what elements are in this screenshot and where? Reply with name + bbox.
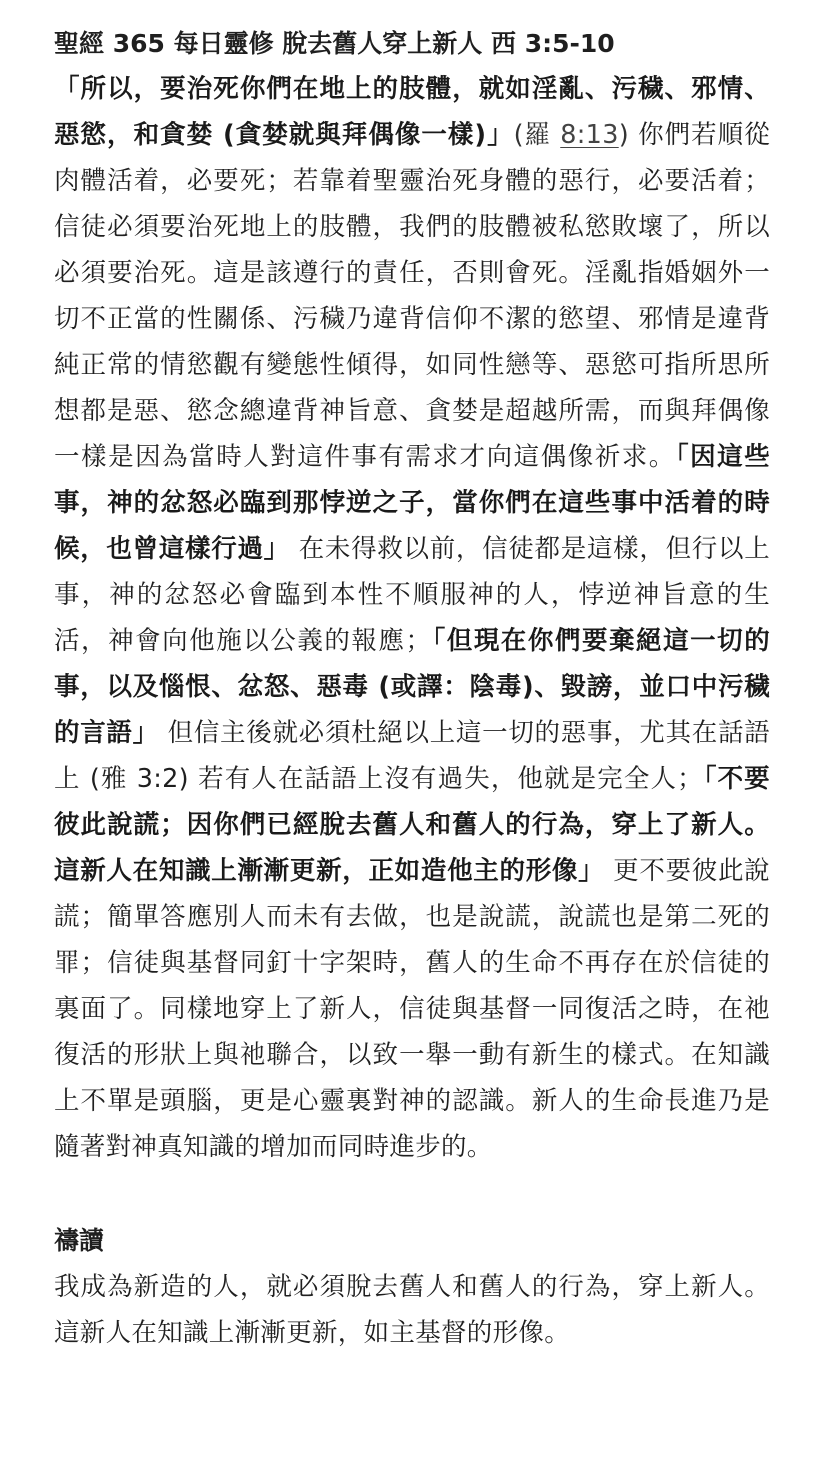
devotion-body	[54, 66, 770, 1170]
commentary-3: 但信主後就必須杜絕以上這一切的惡事，尤其在話語上 (雅 3:2) 若有人在話語上沒有過失，他就是完全人；	[54, 718, 770, 794]
scripture-quote-2: 「因這些事，神的忿怒必臨到那悖逆之子，當你們在這些事中活着的時候，也曾這樣行過」	[54, 442, 771, 564]
cross-reference: (羅 8:13)	[513, 120, 629, 150]
scripture-quote-3: 「但現在你們要棄絕這一切的事，以及惱恨、忿怒、惡毒 (或譯：陰毒)、毀謗，並口中污穢的言語」	[54, 626, 771, 748]
cross-reference-link[interactable]: 8:13	[560, 120, 619, 150]
prayer-heading: 禱讀	[54, 1226, 105, 1255]
commentary-4: 更不要彼此說謊；簡單答應別人而未有去做，也是說謊，說謊也是第二死的罪；信徒與基督同釘十字架時，舊人的生命不再存在於信徒的裏面了。同樣地穿上了新人，信徒與基督一同復活之時，在祂復活的形狀上與祂聯合，以致一舉一動有新生的樣式。在知識上不單是頭腦，更是心靈裏對神的認識。新人的生命長進乃是隨著對神真知識的增加而同時進步的。	[54, 856, 770, 1162]
commentary-2: 在未得救以前，信徒都是這樣，但行以上事，神的忿怒必會臨到本性不順服神的人，悖逆神旨意的生活，神會向他施以公義的報應；	[54, 534, 771, 656]
prayer-text: 我成為新造的人，就必須脫去舊人和舊人的行為，穿上新人。這新人在知識上漸漸更新，如主基督的形像。	[54, 1272, 770, 1348]
commentary-1: 你們若順從肉體活着，必要死；若靠着聖靈治死身體的惡行，必要活着；信徒必須要治死地上的肢體，我們的肢體被私慾敗壞了，所以必須要治死。這是該遵行的責任，否則會死。淫亂指婚姻外一切不正當的性關係、污穢乃違背信仰不潔的慾望、邪情是違背純正常的情慾觀有變態性傾得，如同性戀等、惡慾可指所思所想都是惡、慾念總違背神旨意、貪婪是超越所需，而與拜偶像一樣是因為當時人對這件事有需求才向這偶像祈求。	[54, 120, 770, 472]
page-title: 聖經 365 每日靈修 脫去舊人穿上新人 西 3:5-10	[54, 29, 615, 58]
devotion-page	[54, 22, 770, 1356]
scripture-quote-4: 「不要彼此說謊；因你們已經脫去舊人和舊人的行為，穿上了新人。這新人在知識上漸漸更新，正如造他主的形像」	[54, 764, 770, 886]
scripture-quote-1: 「所以，要治死你們在地上的肢體，就如淫亂、污穢、邪情、惡慾，和貪婪 (貪婪就與拜偶像一樣)」	[54, 74, 770, 150]
